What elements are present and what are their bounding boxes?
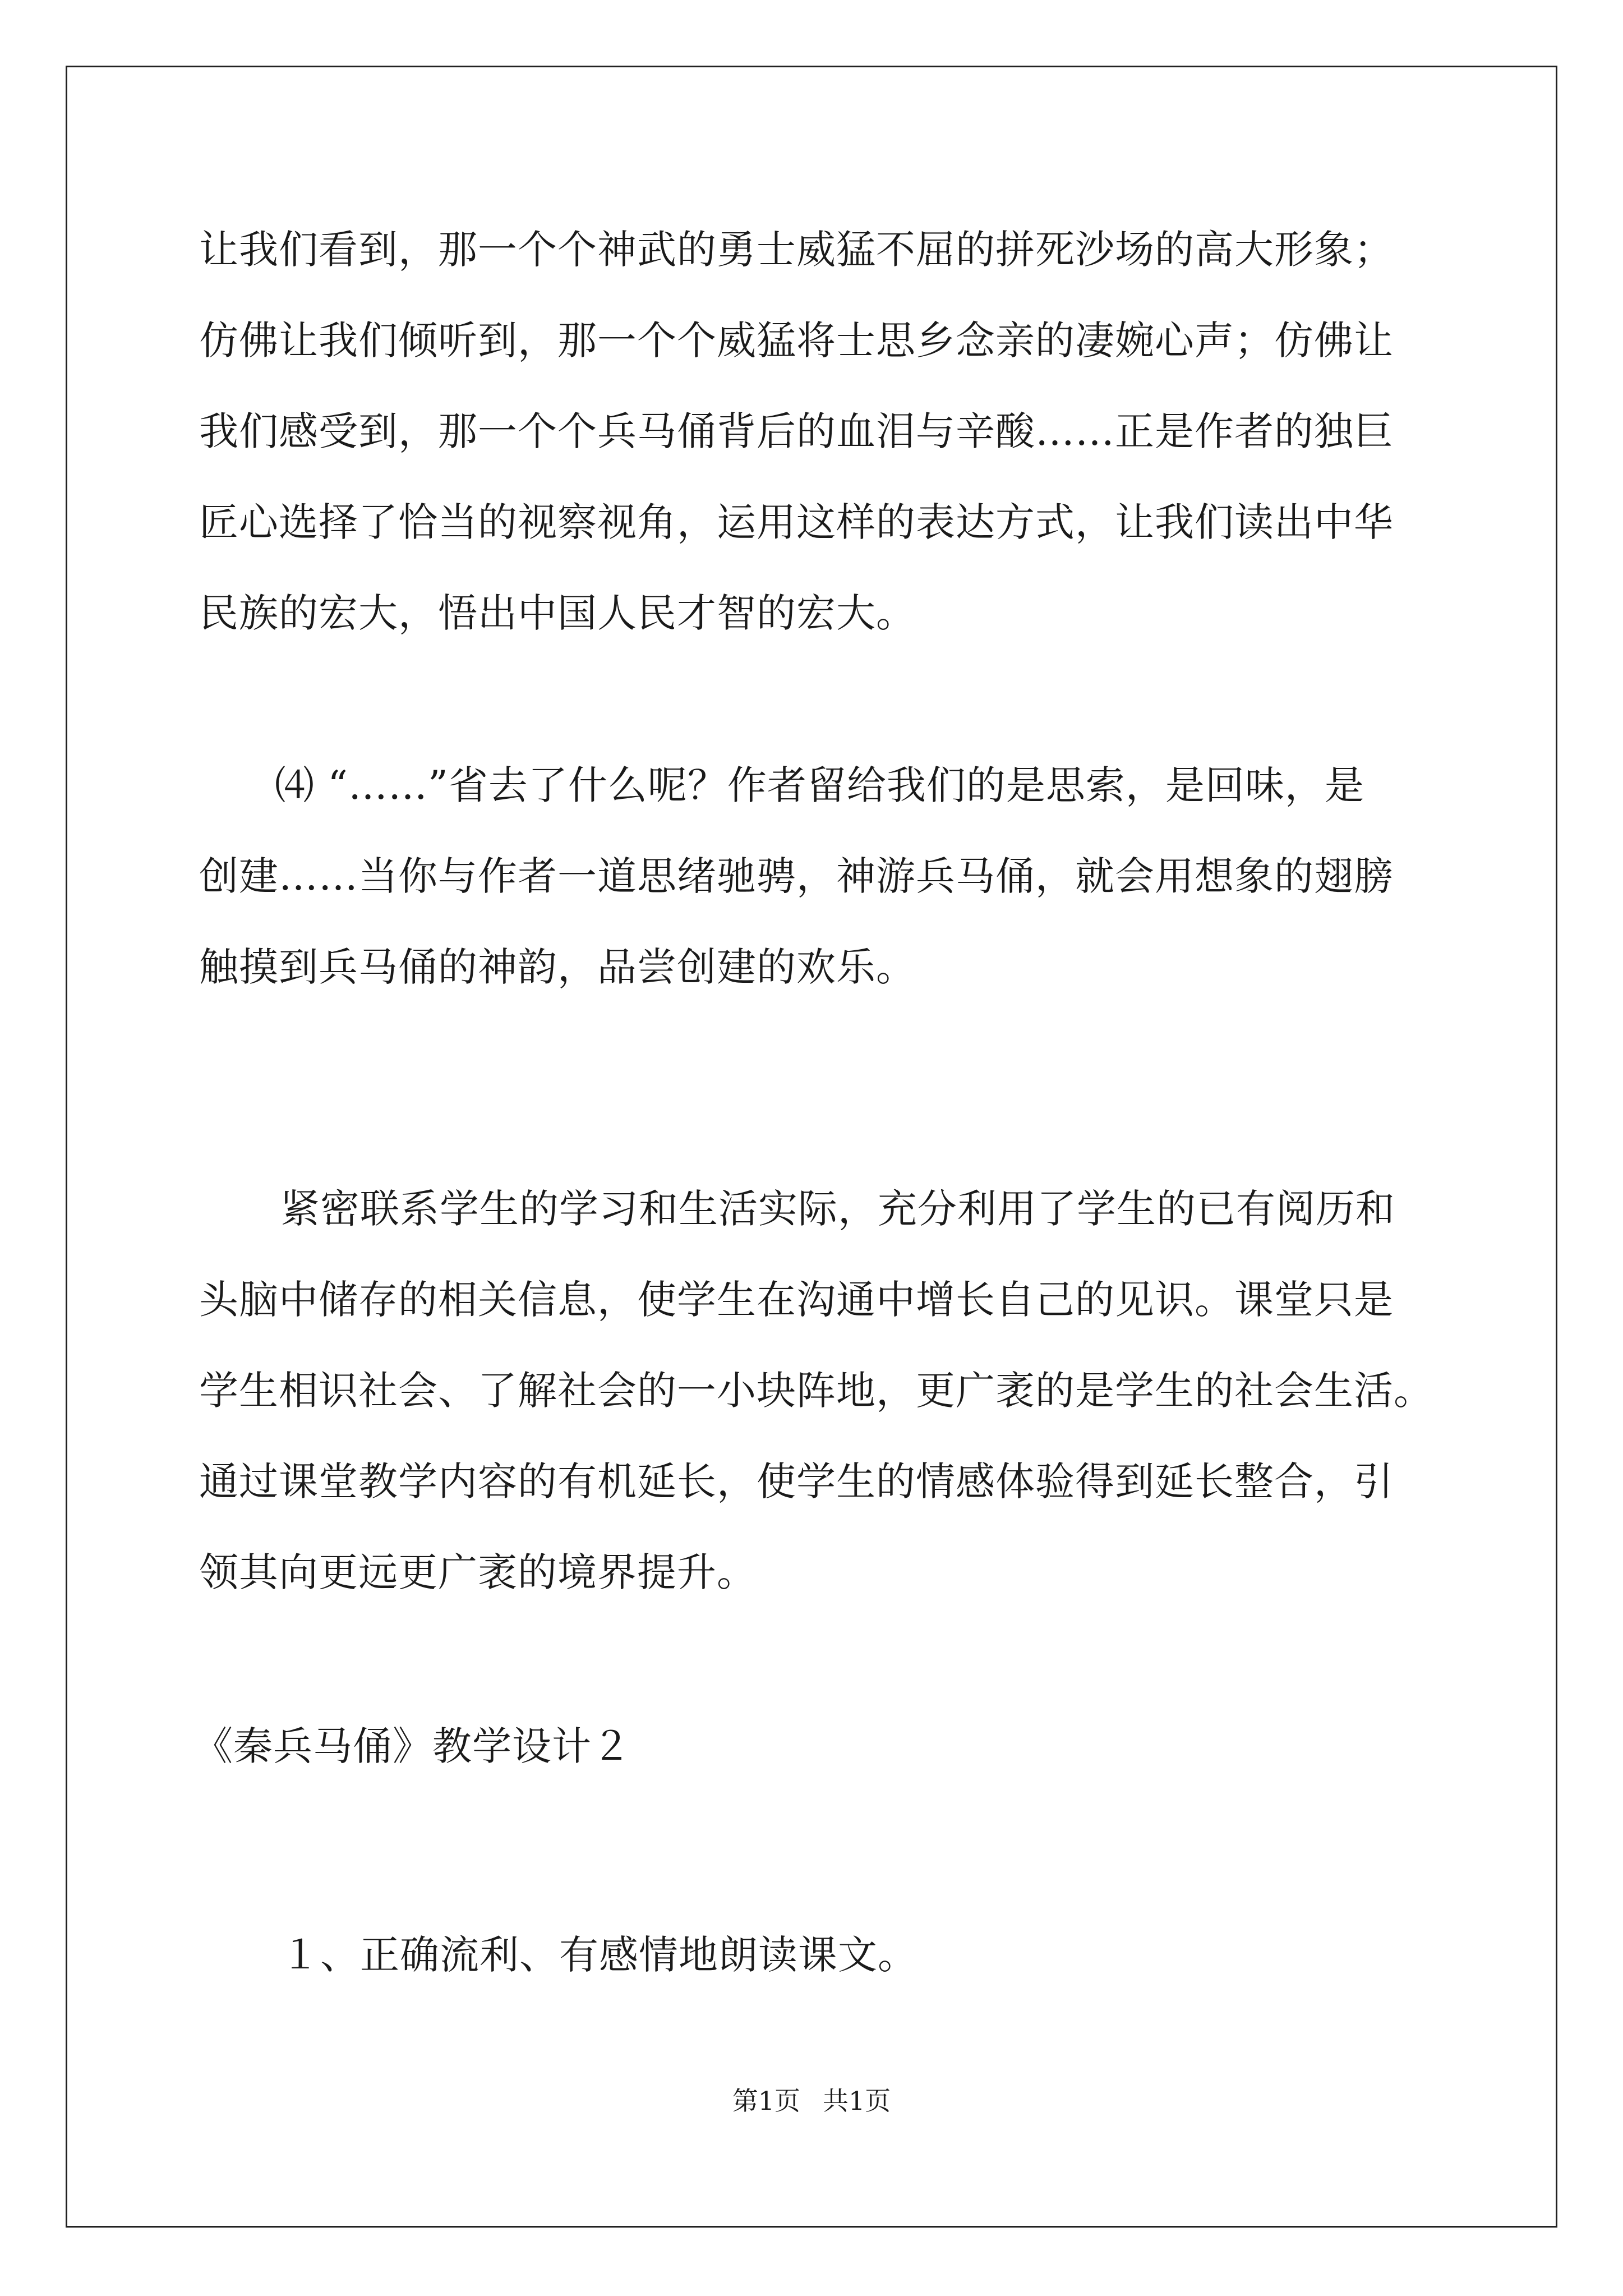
paragraph-2-line-3: 触摸到兵马俑的神韵，品尝创建的欢乐。	[199, 944, 916, 990]
paragraph-1-line-5: 民族的宏大，悟出中国人民才智的宏大。	[199, 590, 916, 636]
section-title: 《秦兵马俑》教学设计２	[193, 1723, 631, 1769]
paragraph-3-line-4: 通过课堂教学内容的有机延长，使学生的情感体验得到延长整合，引	[199, 1458, 1394, 1504]
paragraph-3-line-3: 学生相识社会、了解社会的一小块阵地，更广袤的是学生的社会生活。	[199, 1368, 1433, 1414]
page-border	[66, 66, 1557, 2228]
paragraph-3-line-2: 头脑中储存的相关信息，使学生在沟通中增长自己的见识。课堂只是	[199, 1277, 1394, 1323]
paragraph-2-line-1: ⑷ “……”省去了什么呢？作者留给我们的是思索，是回味，是	[275, 762, 1364, 808]
paragraph-3-line-5: 领其向更远更广袤的境界提升。	[199, 1549, 757, 1595]
page-current: 第1页	[732, 2086, 800, 2116]
list-item-1: １、正确流利、有感情地朗读课文。	[280, 1932, 917, 1978]
paragraph-1-line-2: 仿佛让我们倾听到，那一个个威猛将士思乡念亲的凄婉心声；仿佛让	[199, 318, 1394, 364]
paragraph-2-line-2: 创建……当你与作者一道思绪驰骋，神游兵马俑，就会用想象的翅膀	[199, 853, 1394, 899]
paragraph-1-line-1: 让我们看到，那一个个神武的勇士威猛不屈的拼死沙场的高大形象；	[199, 227, 1394, 273]
paragraph-3-line-1: 紧密联系学生的学习和生活实际，充分利用了学生的已有阅历和	[280, 1186, 1395, 1232]
page-total: 共1页	[823, 2086, 891, 2116]
paragraph-1-line-4: 匠心选择了恰当的视察视角，运用这样的表达方式，让我们读出中华	[199, 499, 1394, 545]
paragraph-1-line-3: 我们感受到，那一个个兵马俑背后的血泪与辛酸……正是作者的独巨	[199, 408, 1394, 454]
page-footer	[0, 2084, 1623, 2118]
